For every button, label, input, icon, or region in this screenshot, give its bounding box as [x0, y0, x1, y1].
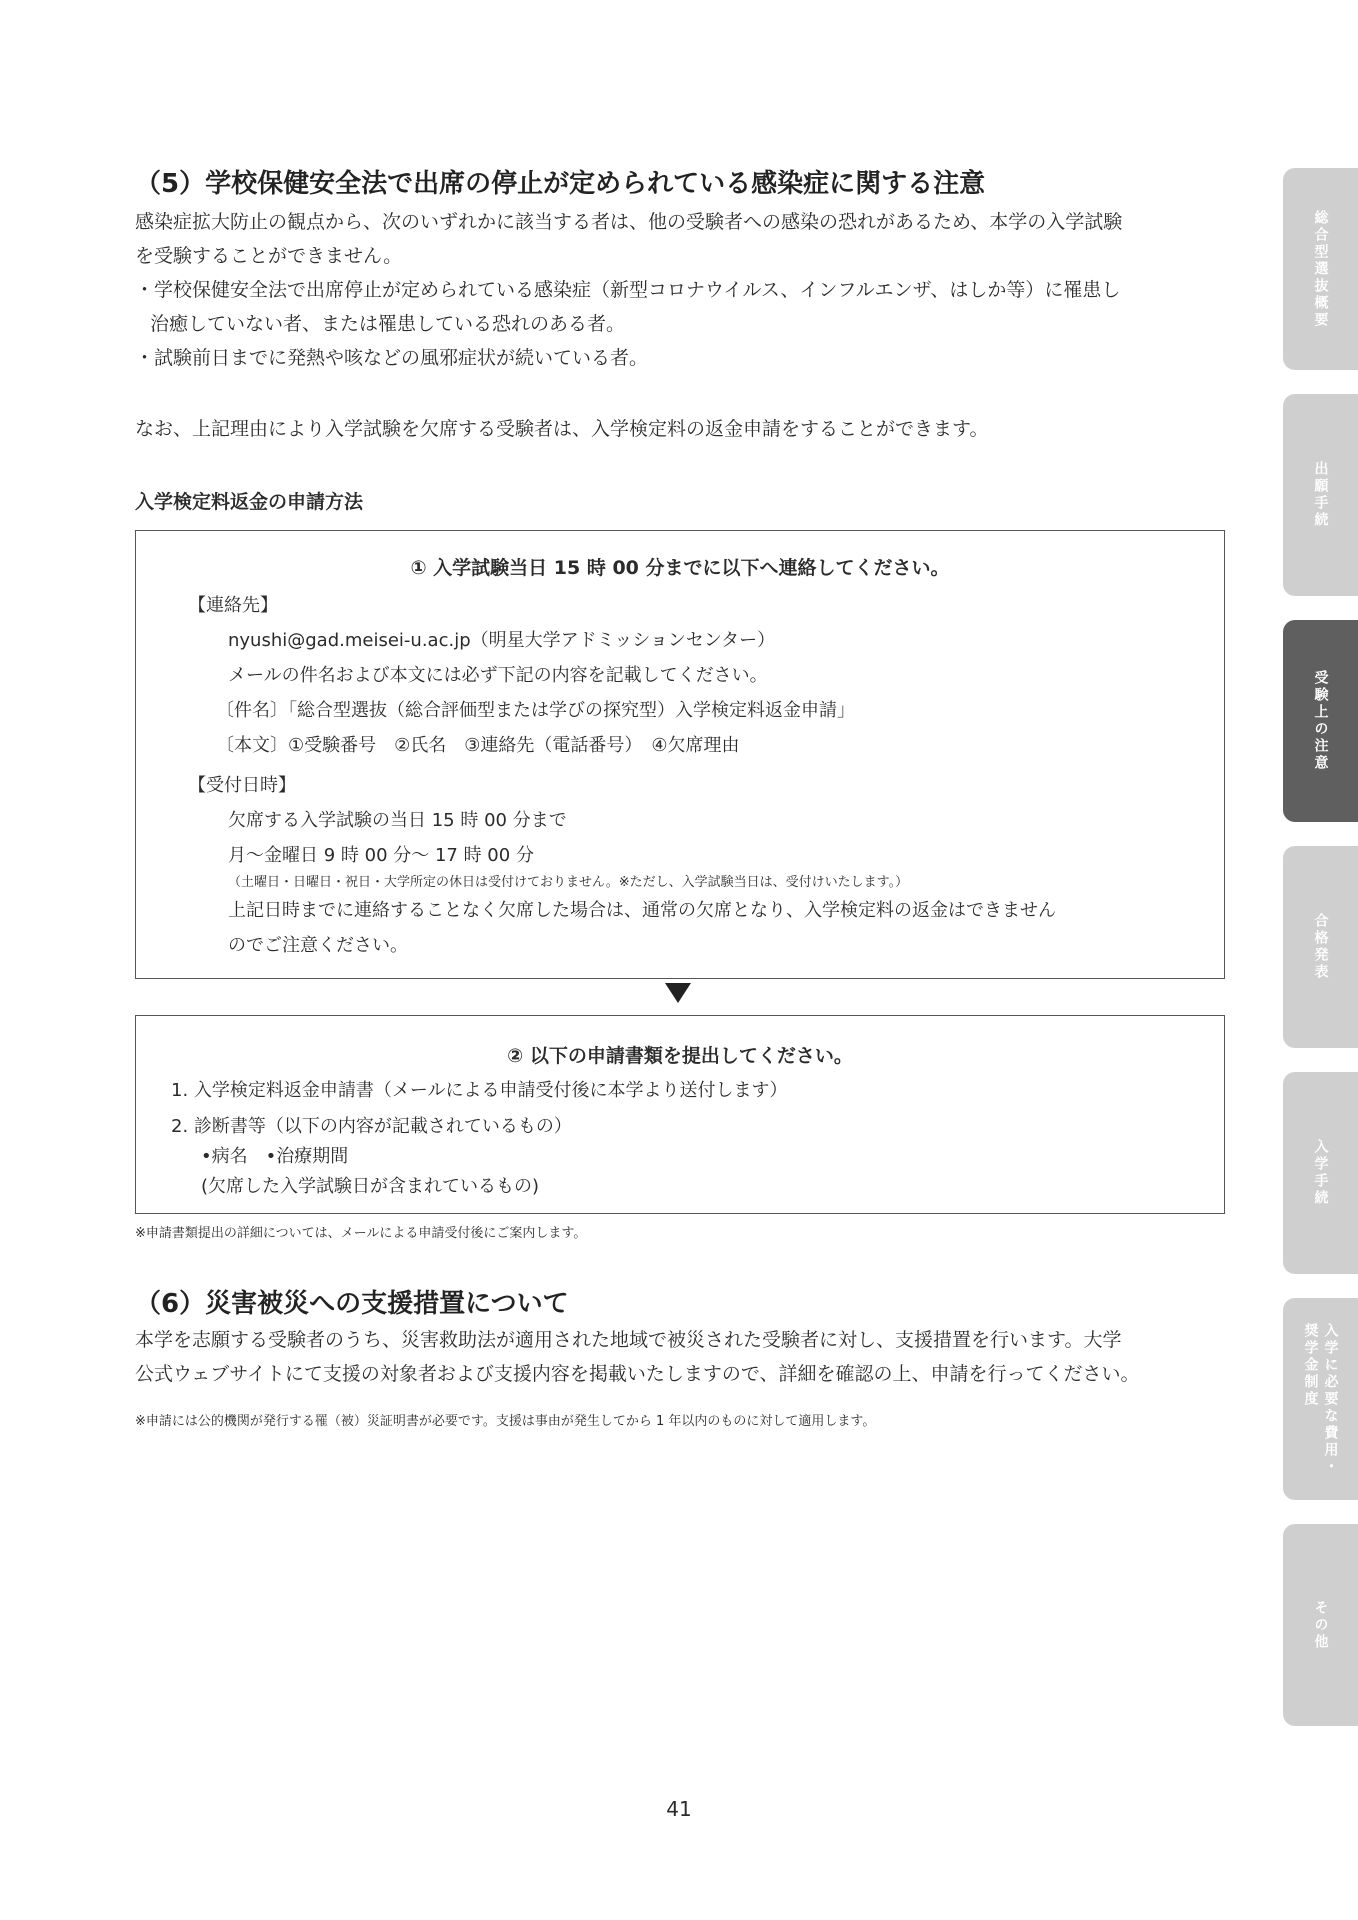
side-tab-label: 総合型選抜概要 [1312, 209, 1329, 329]
section5-note: なお、上記理由により入学試験を欠席する受験者は、入学検定料の返金申請をすることができます。 [135, 418, 989, 440]
section6-heading: （6）災害被災への支援措置について [135, 1289, 569, 1319]
documents-item2-sub1: •病名 •治療期間 [201, 1146, 349, 1167]
section5-heading: （5）学校保健安全法で出席の停止が定められている感染症に関する注意 [135, 169, 986, 199]
side-tab-label: 入学に必要な費用・ 奨学金制度 [1302, 1322, 1339, 1476]
down-arrow-icon [665, 983, 691, 1003]
side-tab-label: 出願手続 [1312, 461, 1329, 529]
side-tab-other[interactable] [1283, 1524, 1358, 1726]
side-tab-costs-scholarships[interactable] [1283, 1298, 1358, 1500]
hours-line1: 欠席する入学試験の当日 15 時 00 分まで [228, 810, 567, 831]
section5-bullet1-line1: ・学校保健安全法で出席停止が定められている感染症（新型コロナウイルス、インフルエンザ、はしか等）に罹患し [135, 279, 1121, 301]
side-tab-application[interactable] [1283, 394, 1358, 596]
section5-intro-line2: を受験することができません。 [135, 245, 403, 267]
documents-box-title: ② 以下の申請書類を提出してください。 [507, 1045, 853, 1067]
documents-item1: 1. 入学検定料返金申請書（メールによる申請受付後に本学より送付します） [171, 1080, 788, 1101]
section6-note: ※申請には公的機関が発行する罹（被）災証明書が必要です。支援は事由が発生してから 1 年以内のものに対して適用します。 [135, 1414, 876, 1429]
contact-email: nyushi@gad.meisei-u.ac.jp（明星大学アドミッションセンター） [228, 630, 776, 651]
page-number: 41 [666, 1797, 692, 1821]
section6-line2: 公式ウェブサイトにて支援の対象者および支援内容を掲載いたしますので、詳細を確認の上、申請を行ってください。 [135, 1363, 1140, 1385]
section6-line1: 本学を志願する受験者のうち、災害救助法が適用された地域で被災された受験者に対し、支援措置を行います。大学 [135, 1329, 1122, 1351]
email-instruction: メールの件名および本文には必ず下記の内容を記載してください。 [228, 665, 768, 686]
refund-heading: 入学検定料返金の申請方法 [135, 491, 364, 513]
hours-heading: 【受付日時】 [188, 775, 296, 796]
contact-heading: 【連絡先】 [188, 595, 278, 616]
email-subject-line: 〔件名〕「総合型選抜（総合評価型または学びの探究型）入学検定料返金申請」 [216, 700, 855, 721]
side-tab-exam-notes[interactable] [1283, 620, 1358, 822]
documents-note: ※申請書類提出の詳細については、メールによる申請受付後にご案内します。 [135, 1226, 587, 1241]
hours-line2: 月～金曜日 9 時 00 分～ 17 時 00 分 [228, 845, 534, 866]
side-tab-label: 受験上の注意 [1312, 670, 1329, 772]
warning-line1: 上記日時までに連絡することなく欠席した場合は、通常の欠席となり、入学検定料の返金はできません [228, 900, 1056, 921]
contact-box-title: ① 入学試験当日 15 時 00 分までに以下へ連絡してください。 [410, 557, 950, 579]
email-body-line: 〔本文〕①受験番号 ②氏名 ③連絡先（電話番号） ④欠席理由 [216, 735, 740, 756]
side-tab-results[interactable] [1283, 846, 1358, 1048]
side-tab-label: 入学手続 [1312, 1139, 1329, 1207]
side-tab-enrollment[interactable] [1283, 1072, 1358, 1274]
warning-line2: のでご注意ください。 [228, 935, 408, 956]
side-tab-label: その他 [1312, 1599, 1329, 1651]
documents-item2-sub2: (欠席した入学試験日が含まれているもの) [201, 1176, 540, 1197]
section5-intro-line1: 感染症拡大防止の観点から、次のいずれかに該当する者は、他の受験者への感染の恐れがあるため、本学の入学試験 [135, 211, 1123, 233]
side-tab-overview[interactable] [1283, 168, 1358, 370]
documents-box [135, 1015, 1225, 1214]
hours-note: （土曜日・日曜日・祝日・大学所定の休日は受付けておりません。※ただし、入学試験当日は、受付けいたします。） [228, 875, 909, 890]
side-tab-label: 合格発表 [1312, 913, 1329, 981]
section5-bullet2: ・試験前日までに発熱や咳などの風邪症状が続いている者。 [135, 347, 649, 369]
contact-box [135, 530, 1225, 979]
section5-bullet1-line2: 治癒していない者、または罹患している恐れのある者。 [150, 313, 626, 335]
documents-item2: 2. 診断書等（以下の内容が記載されているもの） [171, 1116, 572, 1137]
